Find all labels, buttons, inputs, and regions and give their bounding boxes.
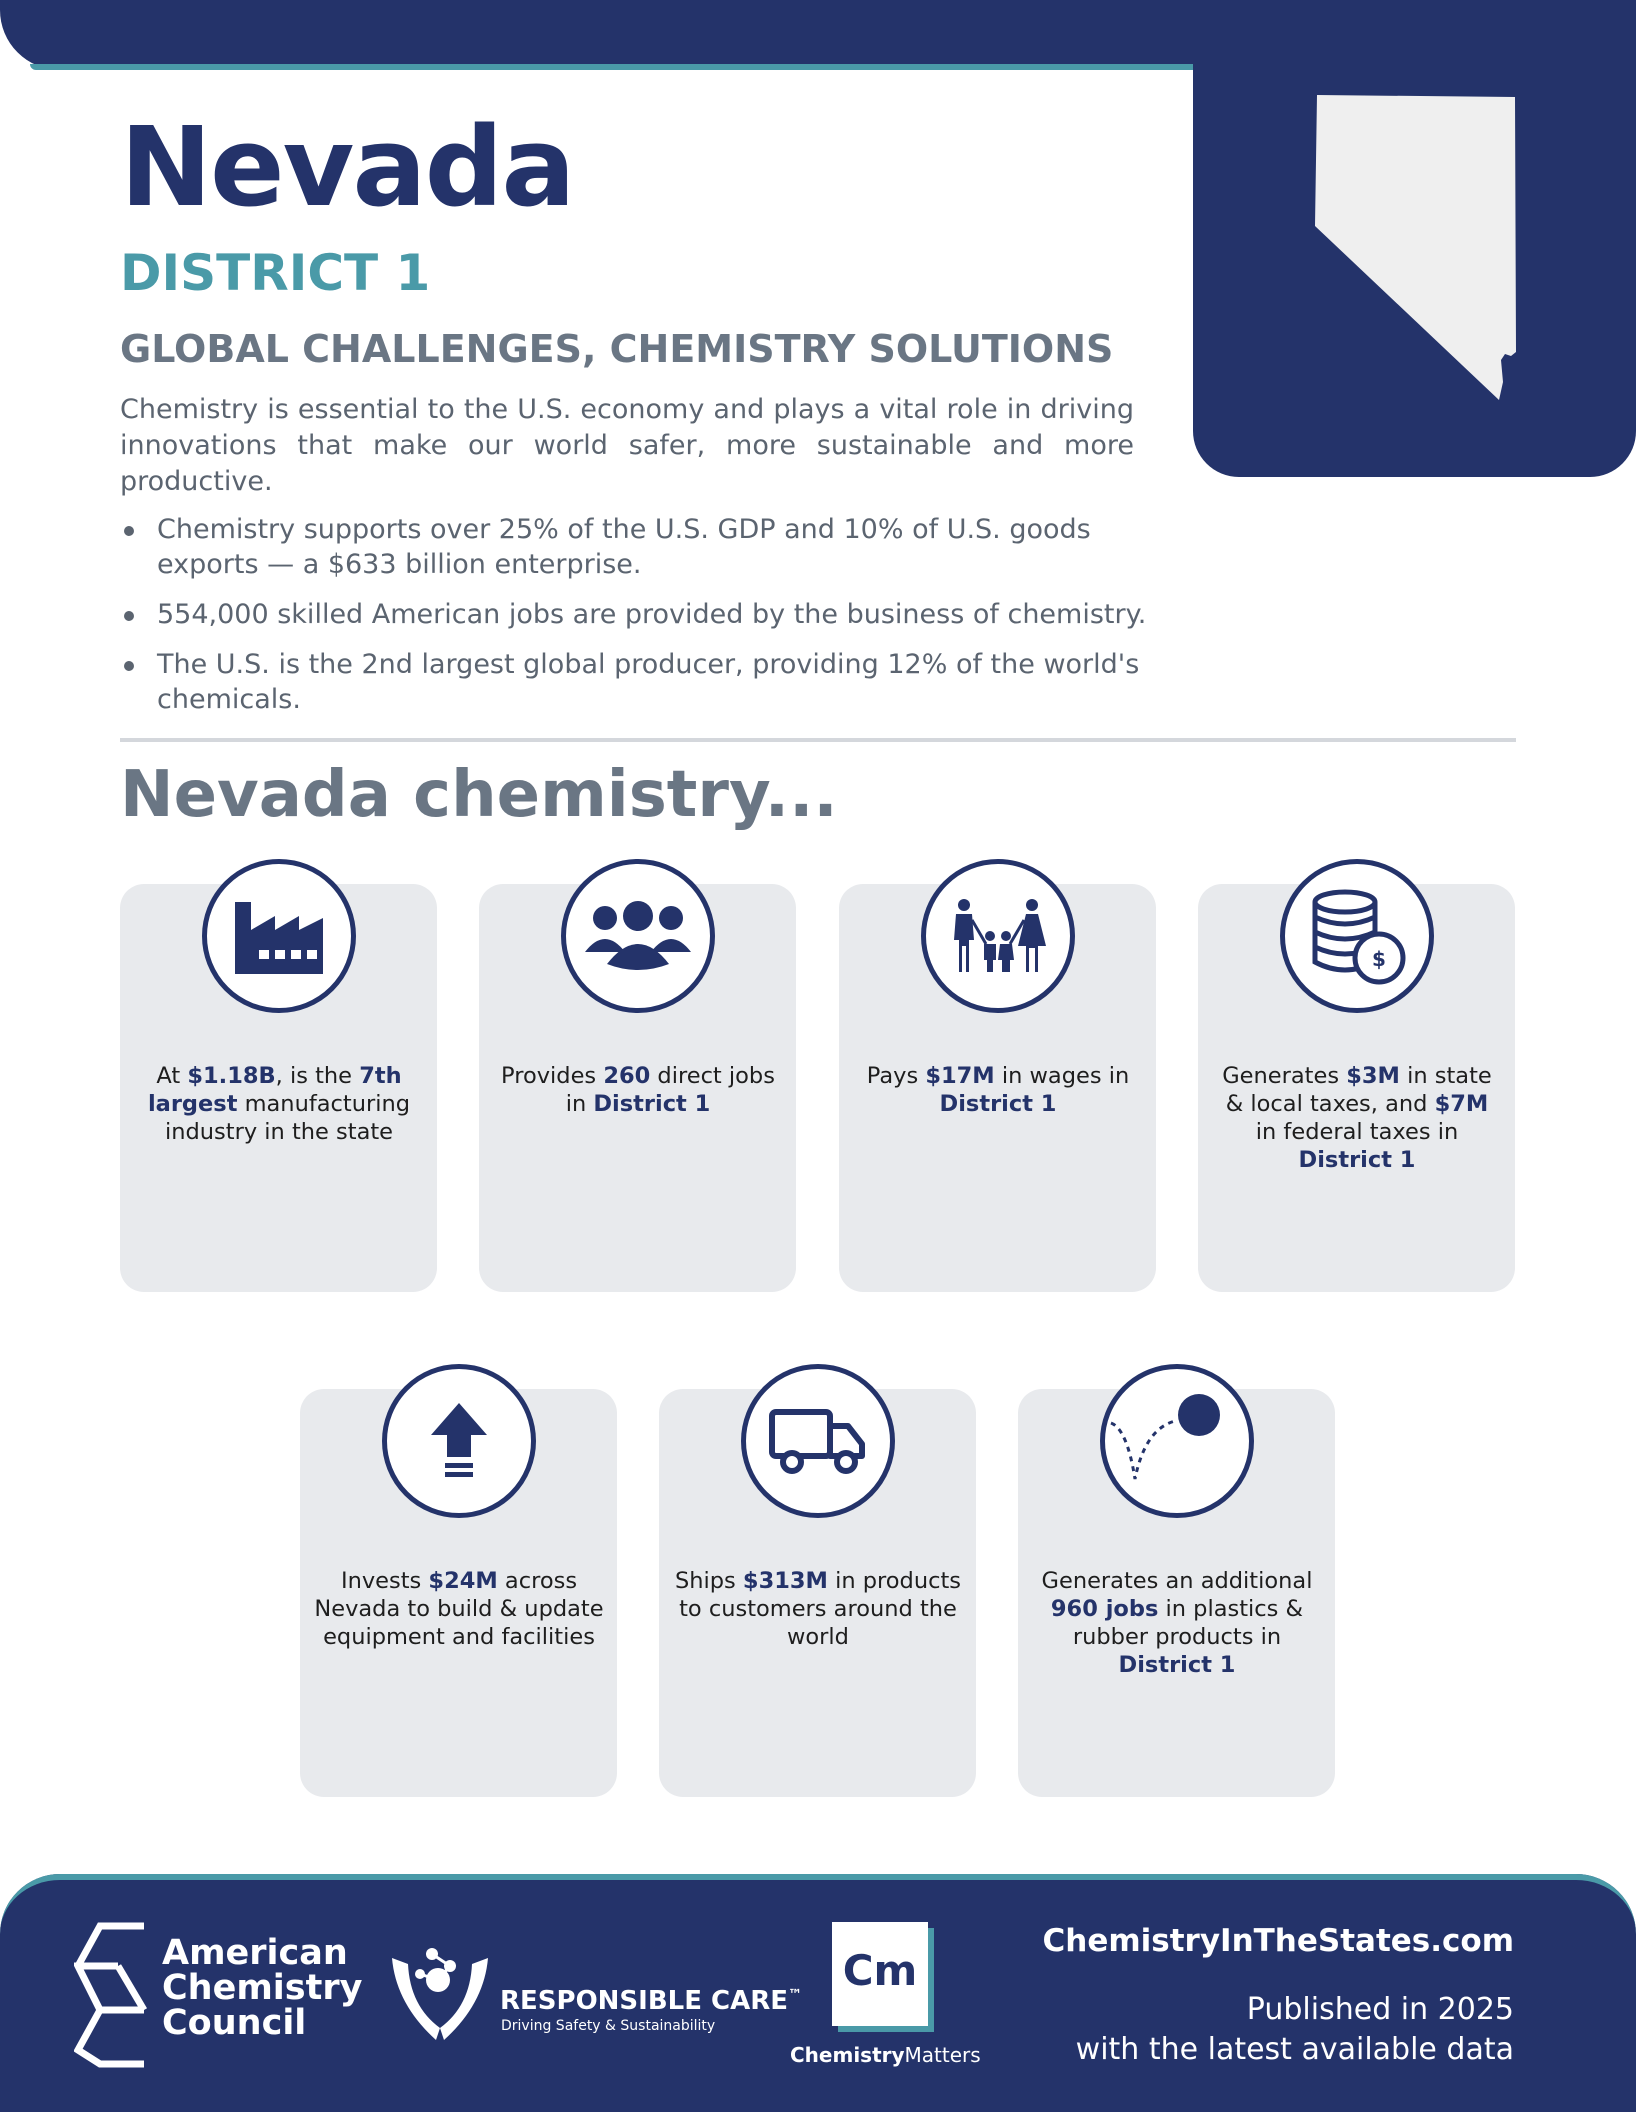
family-icon — [921, 859, 1075, 1013]
stat-text: At — [156, 1063, 188, 1089]
stat-text: in products to customers around the world — [679, 1568, 962, 1650]
stat-text: in federal taxes in — [1255, 1119, 1459, 1145]
chemistry-matters-caption — [790, 2045, 980, 2065]
stat-text: Invests — [340, 1568, 429, 1594]
publication-note — [1076, 1990, 1514, 2070]
stat-highlight: 960 jobs — [1050, 1596, 1159, 1622]
stat-highlight: 260 — [603, 1063, 651, 1089]
state-map-panel — [1193, 0, 1636, 477]
list-item: 554,000 skilled American jobs are provided by the business of chemistry. — [120, 597, 1150, 632]
people-group-icon — [561, 859, 715, 1013]
responsible-care-title — [500, 1988, 802, 2014]
card-text-plastics-jobs — [1032, 1567, 1322, 1679]
stat-highlight: District 1 — [1298, 1147, 1416, 1173]
rc-trademark: ™ — [788, 1987, 803, 2003]
stat-highlight: 7th largest — [147, 1063, 402, 1117]
list-item: The U.S. is the 2nd largest global producer, providing 12% of the world's chemicals. — [120, 647, 1150, 717]
cm-logo-letters: Cm — [842, 1946, 918, 1995]
card-text-investment — [314, 1567, 604, 1651]
responsible-care-hands-icon — [390, 1944, 490, 2044]
cm-caption-bold: Chemistry — [790, 2043, 905, 2067]
truck-icon — [741, 1364, 895, 1518]
stat-highlight: $3M — [1346, 1063, 1400, 1089]
published-line-1: Published in 2025 — [1246, 1992, 1514, 2027]
stat-highlight: $24M — [428, 1568, 498, 1594]
stat-highlight: District 1 — [1118, 1652, 1236, 1678]
responsible-care-tagline: Driving Safety & Sustainability — [501, 2018, 716, 2034]
stat-highlight: District 1 — [593, 1091, 711, 1117]
upload-arrow-icon — [382, 1364, 536, 1518]
acc-line-1: American — [162, 1933, 348, 1973]
stat-text: across Nevada to build & update equipment and facilities — [314, 1568, 604, 1650]
stat-text: in wages in — [994, 1063, 1130, 1089]
card-text-wages — [853, 1062, 1143, 1118]
stat-highlight: $1.18B — [187, 1063, 276, 1089]
stat-highlight: $313M — [742, 1568, 828, 1594]
stat-text: Generates an additional — [1041, 1568, 1313, 1594]
top-accent-line — [30, 64, 1200, 70]
section-title: Nevada chemistry... — [120, 758, 838, 832]
stat-text: , is the — [275, 1063, 360, 1089]
website-link[interactable]: ChemistryInTheStates.com — [1042, 1923, 1514, 1959]
stat-text: Provides — [501, 1063, 604, 1089]
rc-title-text: RESPONSIBLE CARE — [500, 1986, 789, 2016]
factory-icon — [202, 859, 356, 1013]
card-text-jobs — [493, 1062, 783, 1118]
section-divider — [120, 738, 1516, 742]
stat-highlight: $17M — [925, 1063, 995, 1089]
acc-hexagon-logo-icon — [74, 1922, 174, 2068]
stat-text: Generates — [1222, 1063, 1347, 1089]
district-label: DISTRICT 1 — [120, 244, 431, 302]
acc-logo-text — [162, 1933, 363, 2043]
list-item: Chemistry supports over 25% of the U.S. GDP and 10% of U.S. goods exports — a $633 billion enterprise. — [120, 512, 1150, 582]
intro-paragraph: Chemistry is essential to the U.S. economy and plays a vital role in driving innovations that make our world safer, more sustainable and more productive. — [120, 394, 1134, 497]
bouncing-ball-icon — [1100, 1364, 1254, 1518]
stat-text: manufacturing industry in the state — [164, 1091, 411, 1145]
stat-highlight: $7M — [1434, 1091, 1489, 1117]
card-text-industry — [134, 1062, 424, 1146]
coins-icon — [1280, 859, 1434, 1013]
stat-highlight: District 1 — [939, 1091, 1057, 1117]
stat-text: in plastics & rubber products in — [1072, 1596, 1304, 1650]
stat-text: in state & local taxes, and — [1225, 1063, 1492, 1117]
acc-line-2: Chemistry — [162, 1968, 363, 2008]
page-title: Nevada — [120, 103, 574, 231]
stat-text: Pays — [866, 1063, 926, 1089]
card-text-taxes — [1212, 1062, 1502, 1174]
stat-text: Ships — [674, 1568, 743, 1594]
published-line-2: with the latest available data — [1075, 2032, 1514, 2067]
headline: GLOBAL CHALLENGES, CHEMISTRY SOLUTIONS — [120, 327, 1114, 371]
svg-text:$: $ — [1372, 947, 1386, 971]
stat-text: direct jobs in — [565, 1063, 775, 1117]
fact-list — [120, 512, 1150, 732]
nevada-map-icon — [1193, 0, 1636, 477]
acc-line-3: Council — [162, 2003, 307, 2043]
cm-caption-regular: Matters — [904, 2043, 981, 2067]
card-text-shipments — [673, 1567, 963, 1651]
